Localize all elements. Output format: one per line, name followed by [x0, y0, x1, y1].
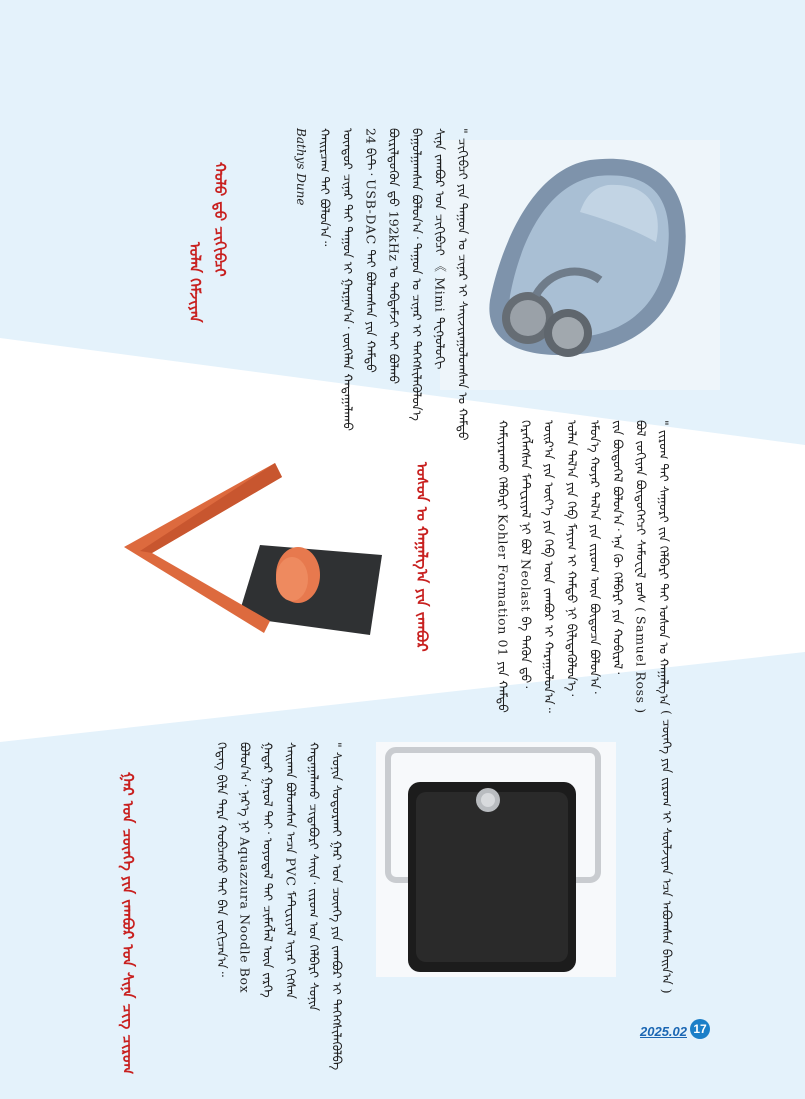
faucet-body-line-2: ᠪᠣᠯ ᠵᠣᠬᠢᠶᠠᠨ ᠪᠦᠲᠦᠭᠡᠭᠴᠢ ᠰᠠᠮᠦᠸᠧᠯ ᠷᠣᠰ ( Samuel Ross ) [633, 420, 649, 714]
handbag-body-line-3: ᠰᠠᠢᠬᠠᠨ ᠪᠣᠯᠤᠭᠰᠠᠨ ᠠᠴᠠ PVC ᠮᠠᠲ᠋ᠸᠷᠢᠶᠠᠯ ᠢᠶᠠᠷ ᠬᠢᠭᠰᠡᠨ [283, 742, 299, 999]
faucet-body-line-4: ᠡᠮᠦᠨ᠎ᠡ ᠬᠣᠶᠠᠷ ᠲᠠᠯ᠎ᠠ ᠶᠢᠨ ᠵᠢᠷᠤᠭ ᠦᠨ ᠪᠦᠲᠦᠴᠡ ᠪᠣᠯᠤᠨ᠎ᠠ᠂ [587, 420, 603, 694]
handbag-photo [376, 742, 616, 977]
headphones-body-line-1: " ᠴᠢᠬᠢᠪᠴᠢ ᠶᠢᠨ ᠳᠠᠭᠤᠨ ᠤ ᠴᠢᠨᠠᠷ ᠢ ᠰᠠᠢᠵᠢᠷᠠᠭᠤᠯᠤᠭᠰᠠᠨ ᠤ ᠬᠠᠮᠲᠤ [455, 128, 471, 441]
issue-date: 2025.02 [640, 1024, 687, 1039]
headphones-body-line-4: ᠪᠦᠷᠢᠯᠳᠦᠭᠦᠨ ᠳ᠋ᠤ 192kHz ᠤ ᠳᠠᠪᠲᠠᠮᠵᠢ ᠲᠠᠢ ᠪᠣᠯᠬᠤ [386, 128, 402, 385]
faucet-drawing [120, 455, 395, 635]
headphones-latin-name: Bathys Dune [294, 128, 308, 206]
headphones-body-line-3: ᠪᠠᠭᠤᠯᠭᠠᠭᠰᠠᠨ ᠪᠣᠯᠤᠨ᠎ᠠ᠂ ᠳᠠᠭᠤᠨ ᠤ ᠴᠢᠨᠠᠷ ᠢ ᠳᠡᠭᠡᠭᠰᠢᠯᠡᠭᠦᠯᠦᠨ᠎ᠡ [409, 128, 425, 421]
handbag-body-line-4: ᠭᠠᠳᠠᠷ ᠭᠠᠷᠤᠯ ᠲᠠᠢ᠂ ᠣᠶᠤᠳᠠᠯ ᠲᠠᠢ ᠴᠢᠮᠡᠭᠯᠡᠯ ᠦᠨ ᠵᠡᠷᠭᠡ [260, 742, 276, 998]
faucet-body-line-1: " ᠵᠢᠷᠤᠭ ᠲᠠᠢ ᠰᠠᠭᠤᠷᠢ ᠵᠢᠨ ᠬᠡᠯᠪᠡᠷᠢ ᠲᠠᠢ ᠤᠰᠤᠨ ᠤ ᠬᠠᠭᠠᠯᠭ᠎ᠠ [656, 420, 672, 706]
handbag-heading: ᠭᠠᠷ ᠤᠨ ᠴᠦᠨᠬᠡ ᠶᠢᠨ ᠵᠠᠭᠪᠤᠷ ᠤᠨ ᠰᠢᠨᠡ ᠴᠢᠭ ᠴᠢᠷᠤᠭ [119, 772, 137, 1075]
headphones-heading-line-1: ᠬᠣᠯᠣ ᠳ᠋ᠤ ᠴᠢᠬᠢᠪᠴᠢ [211, 162, 229, 277]
headphones-body-line-5: 24 ᠪᠢᠲ᠂ USB-DAC ᠲᠠᠢ ᠪᠣᠯᠤᠭᠰᠠᠨ ᠶᠢᠨ ᠬᠠᠮᠲᠤ [363, 128, 379, 373]
faucet-body-line-6: ᠣᠢᠷ᠎ᠠ ᠶᠢᠨ ᠦᠶ᠎ᠡ ᠶᠢᠨ ᠬᠡᠪ ᠦᠨ ᠵᠠᠭᠪᠤᠷ ᠢ ᠬᠠᠷᠠᠭᠤᠯᠤᠨ᠎ᠠ᠃ [541, 420, 557, 713]
handbag-body-line-1: " ᠰᠣᠨᠢᠨ ᠰᠣᠳᠤᠷᠬᠠᠢ ᠭᠠᠷ ᠤᠨ ᠴᠦᠨᠬᠡ ᠶᠢᠨ ᠵᠠᠭᠪᠤᠷ ᠢ ᠳᠡᠭᠡᠭᠰᠢᠯᠡᠭᠦᠯᠪᠡ [329, 742, 345, 1071]
faucet-body-line-5: ᠣᠯᠠᠨ ᠲᠠᠯ᠎ᠠ ᠶᠢᠨ ᠬᠡᠪ ᠮᠠᠶᠢᠭ ᠢ ᠬᠠᠮᠲᠤ ᠨᠢ ᠪᠢᠯᠢᠳᠡᠭᠦᠯᠦᠨ᠎ᠡ᠂ [564, 420, 580, 697]
faucet-body-line-7: ᠬᠡᠷᠡᠭᠯᠡᠭᠰᠡᠨ ᠮᠠᠲ᠋ᠸᠷᠢᠶᠠᠯ ᠨᠢ ᠪᠣᠯ Neolast ᠪᠠ ᠲᠡᠭᠦᠨ ᠳ᠋ᠤ᠂ [518, 420, 534, 689]
faucet-heading: ᠤᠰᠤᠨ ᠤ ᠬᠠᠭᠠᠯᠭ᠎ᠠ ᠶᠢᠨ ᠵᠠᠭᠪᠤᠷ [413, 462, 431, 652]
faucet-photo [120, 455, 395, 635]
headphones-text-block [250, 128, 500, 441]
handbag-body-line-5: ᠪᠣᠯᠤᠨ᠎ᠠ᠂ ᠨᠡᠷ᠎ᠡ ᠨᠢ Aquazzura Noodle Box [237, 742, 253, 994]
handbag-caption: ( ᠴᠦᠨᠬᠡ ᠶᠢᠨ ᠵᠢᠷᠤᠭ ᠢ ᠰᠦᠯᠵᠢᠶᠡᠨ ᠡᠴᠡ ᠠᠪᠤᠭᠰᠠᠨ ᠪᠠᠢᠨ᠎ᠠ ) [659, 710, 675, 994]
faucet-body-line-8: ᠬᠠᠮᠢᠶᠠᠷᠠᠬᠤ ᠬᠡᠯᠪᠡᠷᠢ Kohler Formation 01 ᠶᠢᠨ ᠬᠠᠮᠲᠤ [495, 420, 511, 713]
faucet-body-line-3: ᠵᠢᠨ ᠪᠦᠲᠦᠭᠡᠯ ᠪᠣᠯᠤᠨ᠎ᠠ᠂ ᠡᠨᠡ ᠬᠦ ᠬᠡᠯᠪᠡᠷᠢ ᠶᠢᠨ ᠬᠤᠪᠢᠷᠠᠯ᠂ [610, 420, 626, 675]
headphones-body-line-7: ᠬᠠᠢᠷᠴᠠᠭ ᠲᠠᠢ ᠪᠣᠯᠤᠨ᠎ᠠ᠃ [317, 128, 333, 247]
headphones-heading-line-2: ᠤᠯᠠᠨ ᠬᠡᠮᠵᠢᠶᠡᠨ [186, 242, 204, 323]
handbag-drawing [376, 742, 616, 977]
headphones-body-line-2: ᠰᠢᠨᠡ ᠵᠠᠭᠪᠤᠷ ᠤᠨ ᠴᠢᠬᠢᠪᠴᠢ 《 Mimi ᠲᠧᠭᠨᠣᠯᠣᠭᠢ [432, 128, 448, 370]
headphones-body-line-6: ᠦᠨᠳᠦᠷ ᠴᠢᠨᠠᠷ ᠲᠠᠢ ᠳᠠᠭᠤᠨ ᠢ ᠭᠠᠷᠭᠠᠨ᠎ᠠ᠂ ᠵᠥᠭᠡᠯᠡᠨ ᠬᠠᠳᠠᠭᠠᠯᠠᠬᠤ [340, 128, 356, 431]
page-number-badge: 17 [690, 1019, 710, 1039]
handbag-body-line-2: ᠬᠠᠳᠠᠭᠠᠯᠠᠬᠤ ᠴᠢᠳᠠᠪᠤᠷᠢ ᠰᠠᠢᠨ᠂ ᠵᠢᠷᠤᠭ ᠤᠨ ᠬᠡᠯᠪᠡᠷᠢ ᠰᠣᠨᠢᠨ [306, 742, 322, 1012]
handbag-body-line-6: ᠭᠡᠳᠡᠭ ᠪᠢᠯᠡ ᠲᠡᠷᠡ ᠬᠤᠪᠴᠠᠰᠤ ᠲᠠᠢ ᠪᠠᠨ ᠵᠣᠬᠢᠴᠠᠨ᠎ᠠ᠃ [214, 742, 230, 977]
handbag-text-block [170, 742, 360, 1071]
faucet-text-block [465, 420, 675, 714]
